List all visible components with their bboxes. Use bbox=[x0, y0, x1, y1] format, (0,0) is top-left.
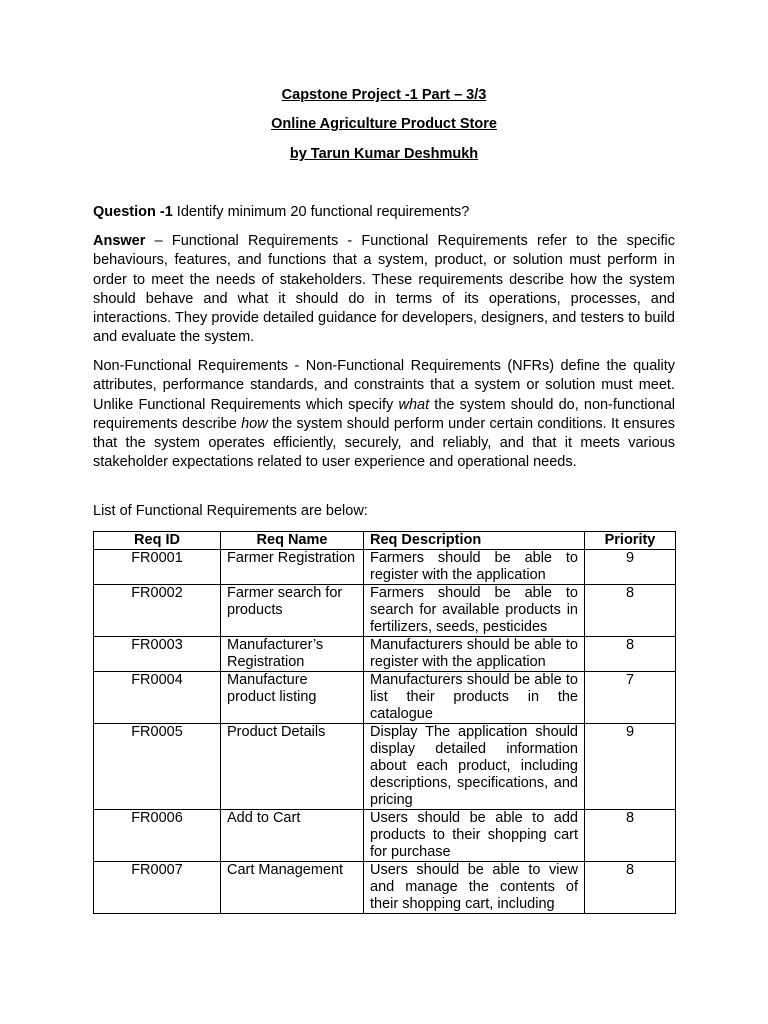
answer-paragraph bbox=[93, 232, 675, 348]
req-name-cell: Add to Cart bbox=[221, 810, 364, 862]
answer-text: – Functional Requirements - Functional Requirements refer to the specific behaviours, features, and functions that a system, product, or solution must perform in order to meet the needs of stakeholders. These requirements describe how the system should behave and what it should do in terms of its operations, processes, and interactions. They provide detailed guidance for developers, designers, and testers to build and evaluate the system. bbox=[93, 233, 675, 346]
req-description-cell: Manufacturers should be able to list their products in the catalogue bbox=[364, 672, 585, 724]
req-name-cell: Manufacture product listing bbox=[221, 672, 364, 724]
req-description-cell: Display The application should display detailed information about each product, including descriptions, specifications, and pricing bbox=[364, 724, 585, 810]
document-subtitle: Online Agriculture Product Store bbox=[271, 116, 497, 132]
req-id-cell: FR0004 bbox=[94, 672, 221, 724]
req-name-cell: Cart Management bbox=[221, 862, 364, 914]
req-id-cell: FR0002 bbox=[94, 585, 221, 637]
req-name-cell: Product Details bbox=[221, 724, 364, 810]
header-req-name: Req Name bbox=[221, 532, 364, 550]
priority-cell: 8 bbox=[585, 862, 676, 914]
priority-cell: 8 bbox=[585, 585, 676, 637]
table-header-row bbox=[94, 532, 676, 550]
req-id-cell: FR0001 bbox=[94, 550, 221, 585]
req-id-cell: FR0005 bbox=[94, 724, 221, 810]
question-text: Identify minimum 20 functional requirements? bbox=[172, 204, 470, 220]
req-name-cell: Farmer search for products bbox=[221, 585, 364, 637]
priority-cell: 7 bbox=[585, 672, 676, 724]
nfr-text-3: the system should perform under certain conditions. It ensures that the system operates efficiently, securely, and reliably, and that it meets various stakeholder expectations related to user experience and operational needs. bbox=[93, 415, 675, 471]
req-name-cell: Manufacturer’s Registration bbox=[221, 637, 364, 672]
table-row bbox=[94, 637, 676, 672]
table-row bbox=[94, 724, 676, 810]
req-id-cell: FR0006 bbox=[94, 810, 221, 862]
nfr-text-1: Non-Functional Requirements - Non-Functional Requirements (NFRs) define the quality attributes, performance standards, and constraints that a system or solution must meet. Unlike Functional Requirements which specify bbox=[93, 358, 675, 413]
requirements-table bbox=[93, 531, 676, 914]
document-author: by Tarun Kumar Deshmukh bbox=[289, 146, 479, 162]
priority-cell: 8 bbox=[585, 637, 676, 672]
header-req-description: Req Description bbox=[364, 532, 585, 550]
answer-label: Answer bbox=[93, 233, 146, 249]
req-description-cell: Farmers should be able to register with the application bbox=[364, 550, 585, 585]
table-row bbox=[94, 585, 676, 637]
req-description-cell: Farmers should be able to search for available products in fertilizers, seeds, pesticides bbox=[364, 585, 585, 637]
req-description-cell: Users should be able to add products to their shopping cart for purchase bbox=[364, 810, 585, 862]
table-row bbox=[94, 550, 676, 585]
list-intro: List of Functional Requirements are below: bbox=[93, 503, 368, 519]
question-label: Question -1 bbox=[93, 204, 173, 220]
header-priority: Priority bbox=[585, 532, 676, 550]
req-description-cell: Manufacturers should be able to register with the application bbox=[364, 637, 585, 672]
priority-cell: 9 bbox=[585, 550, 676, 585]
priority-cell: 9 bbox=[585, 724, 676, 810]
nfr-emphasis-what: what bbox=[398, 396, 430, 413]
table-row bbox=[94, 672, 676, 724]
document-title: Capstone Project -1 Part – 3/3 bbox=[281, 87, 487, 103]
nfr-text-2: the system should do, non-functional requirements describe bbox=[93, 396, 675, 432]
req-id-cell: FR0003 bbox=[94, 637, 221, 672]
question-paragraph bbox=[93, 203, 675, 222]
header-req-id: Req ID bbox=[94, 532, 221, 550]
table-row bbox=[94, 810, 676, 862]
nfr-emphasis-how: how bbox=[241, 415, 268, 432]
table-row bbox=[94, 862, 676, 914]
priority-cell: 8 bbox=[585, 810, 676, 862]
nfr-paragraph bbox=[93, 357, 675, 473]
req-name-cell: Farmer Registration bbox=[221, 550, 364, 585]
req-description-cell: Users should be able to view and manage the contents of their shopping cart, including bbox=[364, 862, 585, 914]
req-id-cell: FR0007 bbox=[94, 862, 221, 914]
